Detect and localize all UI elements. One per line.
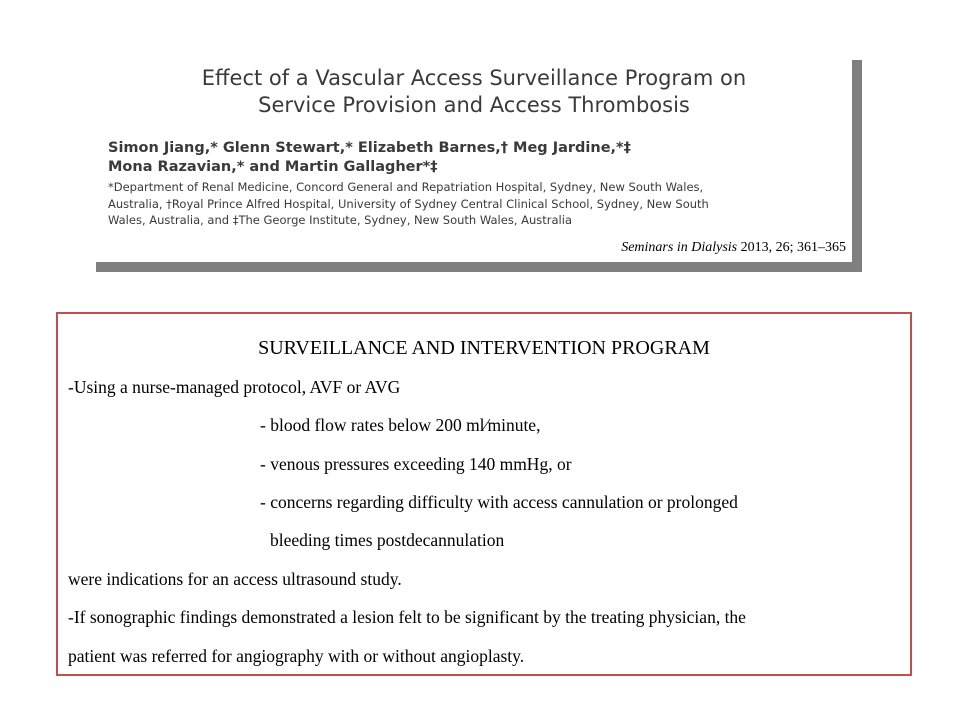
followup-line-1: -If sonographic findings demonstrated a lesion felt to be significant by the treating physician, the bbox=[68, 607, 746, 627]
authors-line-2: Mona Razavian,* and Martin Gallagher*‡ bbox=[108, 159, 438, 175]
article-title-line-1: Effect of a Vascular Access Surveillance Program on bbox=[201, 66, 747, 90]
program-intro: -Using a nurse-managed protocol, AVF or AVG bbox=[68, 377, 401, 397]
article-title bbox=[96, 65, 852, 119]
citation-details: 2013, 26; 361–365 bbox=[737, 240, 846, 255]
criterion-blood-flow: - blood flow rates below 200 ml⁄minute, bbox=[260, 415, 541, 435]
affiliation-line-2: Australia, †Royal Prince Alfred Hospital, University of Sydney Central Clinical School, Sydney, New South bbox=[108, 196, 709, 211]
criterion-venous-pressure: - venous pressures exceeding 140 mmHg, or bbox=[260, 454, 572, 474]
article-header-card bbox=[96, 60, 852, 262]
authors-line-1: Simon Jiang,* Glenn Stewart,* Elizabeth Barnes,† Meg Jardine,*‡ bbox=[108, 140, 631, 156]
article-authors bbox=[108, 139, 848, 177]
criterion-cannulation-continued: bleeding times postdecannulation bbox=[270, 530, 505, 550]
article-title-line-2: Service Provision and Access Thrombosis bbox=[258, 93, 690, 117]
followup-line-2: patient was referred for angiography with or without angioplasty. bbox=[68, 646, 525, 666]
affiliation-line-1: *Department of Renal Medicine, Concord General and Repatriation Hospital, Sydney, New South Wales, bbox=[108, 180, 704, 194]
program-heading: SURVEILLANCE AND INTERVENTION PROGRAM bbox=[258, 337, 710, 359]
article-affiliations bbox=[108, 179, 848, 229]
affiliation-line-3: Wales, Australia, and ‡The George Institute, Sydney, New South Wales, Australia bbox=[108, 213, 572, 227]
criterion-cannulation: - concerns regarding difficulty with access cannulation or prolonged bbox=[260, 492, 738, 512]
program-summary-box bbox=[56, 312, 912, 676]
article-citation bbox=[621, 240, 846, 256]
program-conclusion: were indications for an access ultrasound study. bbox=[68, 569, 402, 589]
citation-journal: Seminars in Dialysis bbox=[621, 240, 738, 255]
